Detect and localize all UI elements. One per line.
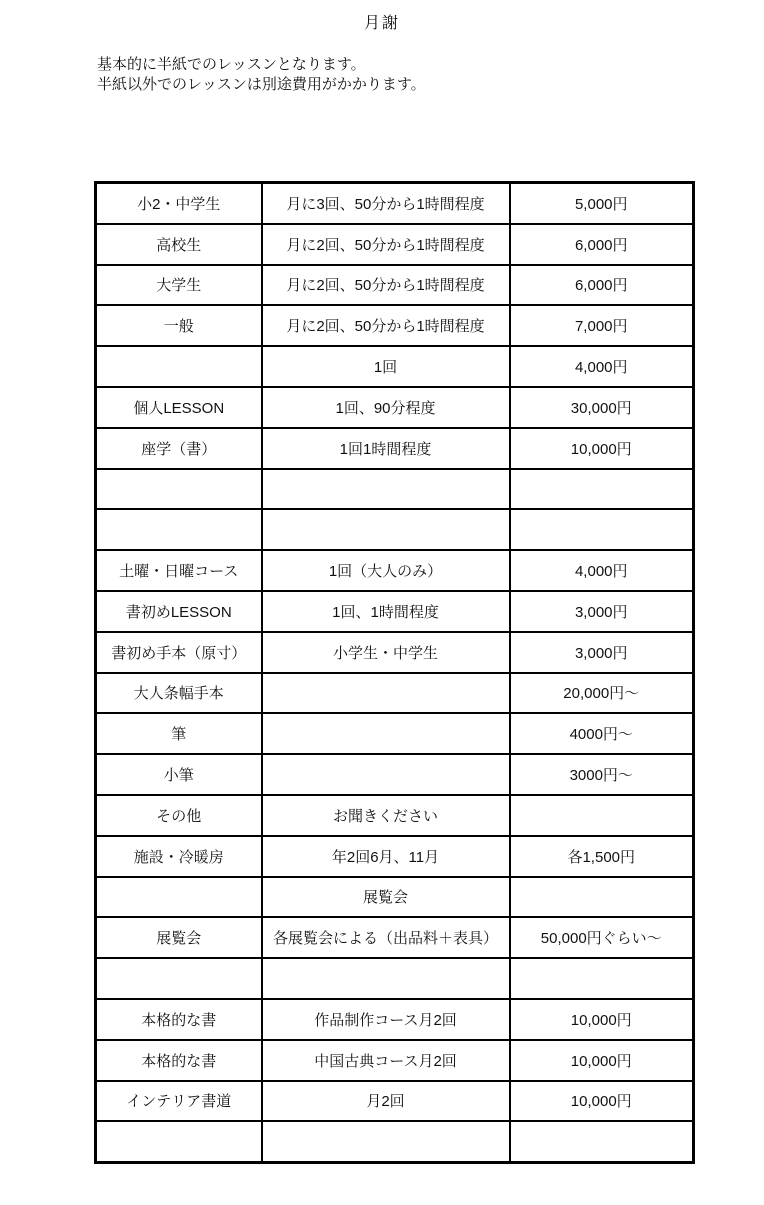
cell-description: 年2回6月、11月 xyxy=(262,836,510,877)
cell-price: 4,000円 xyxy=(510,346,694,387)
page-title: 月謝 xyxy=(363,15,400,32)
cell-description: 月に3回、50分から1時間程度 xyxy=(262,183,510,224)
table-row xyxy=(96,754,694,795)
cell-price: 4000円～ xyxy=(510,713,694,754)
table-row xyxy=(96,1121,694,1162)
cell-category: 本格的な書 xyxy=(96,999,262,1040)
cell-price xyxy=(510,795,694,836)
cell-category: 大学生 xyxy=(96,265,262,306)
table-row xyxy=(96,346,694,387)
cell-category: 個人LESSON xyxy=(96,387,262,428)
cell-description: 月2回 xyxy=(262,1081,510,1122)
cell-description xyxy=(262,958,510,999)
cell-price: 4,000円 xyxy=(510,550,694,591)
cell-description: 月に2回、50分から1時間程度 xyxy=(262,265,510,306)
cell-category: インテリア書道 xyxy=(96,1081,262,1122)
cell-description xyxy=(262,1121,510,1162)
table-row xyxy=(96,877,694,918)
cell-price xyxy=(510,958,694,999)
cell-description: お聞きください xyxy=(262,795,510,836)
intro-line-1: 基本的に半紙でのレッスンとなります。 xyxy=(97,56,366,73)
cell-description: 展覧会 xyxy=(262,877,510,918)
cell-category: 座学（書） xyxy=(96,428,262,469)
cell-category: 施設・冷暖房 xyxy=(96,836,262,877)
table-row xyxy=(96,265,694,306)
cell-price xyxy=(510,469,694,510)
cell-price: 7,000円 xyxy=(510,305,694,346)
intro-line-2: 半紙以外でのレッスンは別途費用がかかります。 xyxy=(97,75,426,93)
table-row xyxy=(96,183,694,224)
cell-price: 10,000円 xyxy=(510,1081,694,1122)
cell-price: 10,000円 xyxy=(510,999,694,1040)
cell-category xyxy=(96,469,262,510)
table-row xyxy=(96,795,694,836)
cell-description xyxy=(262,713,510,754)
cell-category: 展覧会 xyxy=(96,917,262,958)
table-row xyxy=(96,1081,694,1122)
cell-description xyxy=(262,673,510,714)
cell-description: 各展覧会による（出品料＋表具） xyxy=(262,917,510,958)
cell-price xyxy=(510,1121,694,1162)
cell-category xyxy=(96,346,262,387)
table-row xyxy=(96,836,694,877)
table-row xyxy=(96,387,694,428)
cell-description: 1回、90分程度 xyxy=(262,387,510,428)
table-row xyxy=(96,591,694,632)
table-row xyxy=(96,673,694,714)
cell-category xyxy=(96,877,262,918)
intro-text xyxy=(97,55,426,94)
table-row xyxy=(96,428,694,469)
cell-description: 中国古典コース月2回 xyxy=(262,1040,510,1081)
cell-price: 30,000円 xyxy=(510,387,694,428)
cell-description xyxy=(262,469,510,510)
cell-price: 6,000円 xyxy=(510,265,694,306)
cell-description: 月に2回、50分から1時間程度 xyxy=(262,305,510,346)
cell-category: その他 xyxy=(96,795,262,836)
cell-description: 月に2回、50分から1時間程度 xyxy=(262,224,510,265)
table-row xyxy=(96,999,694,1040)
cell-price: 10,000円 xyxy=(510,428,694,469)
cell-price xyxy=(510,877,694,918)
table-row xyxy=(96,917,694,958)
fee-table xyxy=(94,181,695,1164)
cell-price: 6,000円 xyxy=(510,224,694,265)
cell-category: 小筆 xyxy=(96,754,262,795)
cell-category xyxy=(96,509,262,550)
cell-description xyxy=(262,509,510,550)
cell-price: 10,000円 xyxy=(510,1040,694,1081)
cell-category: 本格的な書 xyxy=(96,1040,262,1081)
cell-price: 20,000円～ xyxy=(510,673,694,714)
cell-category xyxy=(96,1121,262,1162)
cell-category: 書初め手本（原寸） xyxy=(96,632,262,673)
cell-category: 筆 xyxy=(96,713,262,754)
cell-price: 3000円～ xyxy=(510,754,694,795)
fee-table-body xyxy=(96,183,694,1163)
cell-category: 高校生 xyxy=(96,224,262,265)
cell-category: 小2・中学生 xyxy=(96,183,262,224)
cell-price: 50,000円ぐらい～ xyxy=(510,917,694,958)
cell-price: 3,000円 xyxy=(510,632,694,673)
cell-price: 5,000円 xyxy=(510,183,694,224)
table-row xyxy=(96,509,694,550)
cell-category xyxy=(96,958,262,999)
table-row xyxy=(96,469,694,510)
cell-description: 1回、1時間程度 xyxy=(262,591,510,632)
table-row xyxy=(96,305,694,346)
table-row xyxy=(96,224,694,265)
table-row xyxy=(96,713,694,754)
table-row xyxy=(96,1040,694,1081)
cell-price: 各1,500円 xyxy=(510,836,694,877)
cell-description: 1回1時間程度 xyxy=(262,428,510,469)
table-row xyxy=(96,958,694,999)
cell-description: 作品制作コース月2回 xyxy=(262,999,510,1040)
cell-category: 土曜・日曜コース xyxy=(96,550,262,591)
cell-description: 1回（大人のみ） xyxy=(262,550,510,591)
cell-price: 3,000円 xyxy=(510,591,694,632)
cell-price xyxy=(510,509,694,550)
cell-category: 大人条幅手本 xyxy=(96,673,262,714)
cell-description: 1回 xyxy=(262,346,510,387)
cell-description xyxy=(262,754,510,795)
cell-description: 小学生・中学生 xyxy=(262,632,510,673)
cell-category: 一般 xyxy=(96,305,262,346)
cell-category: 書初めLESSON xyxy=(96,591,262,632)
table-row xyxy=(96,550,694,591)
table-row xyxy=(96,632,694,673)
